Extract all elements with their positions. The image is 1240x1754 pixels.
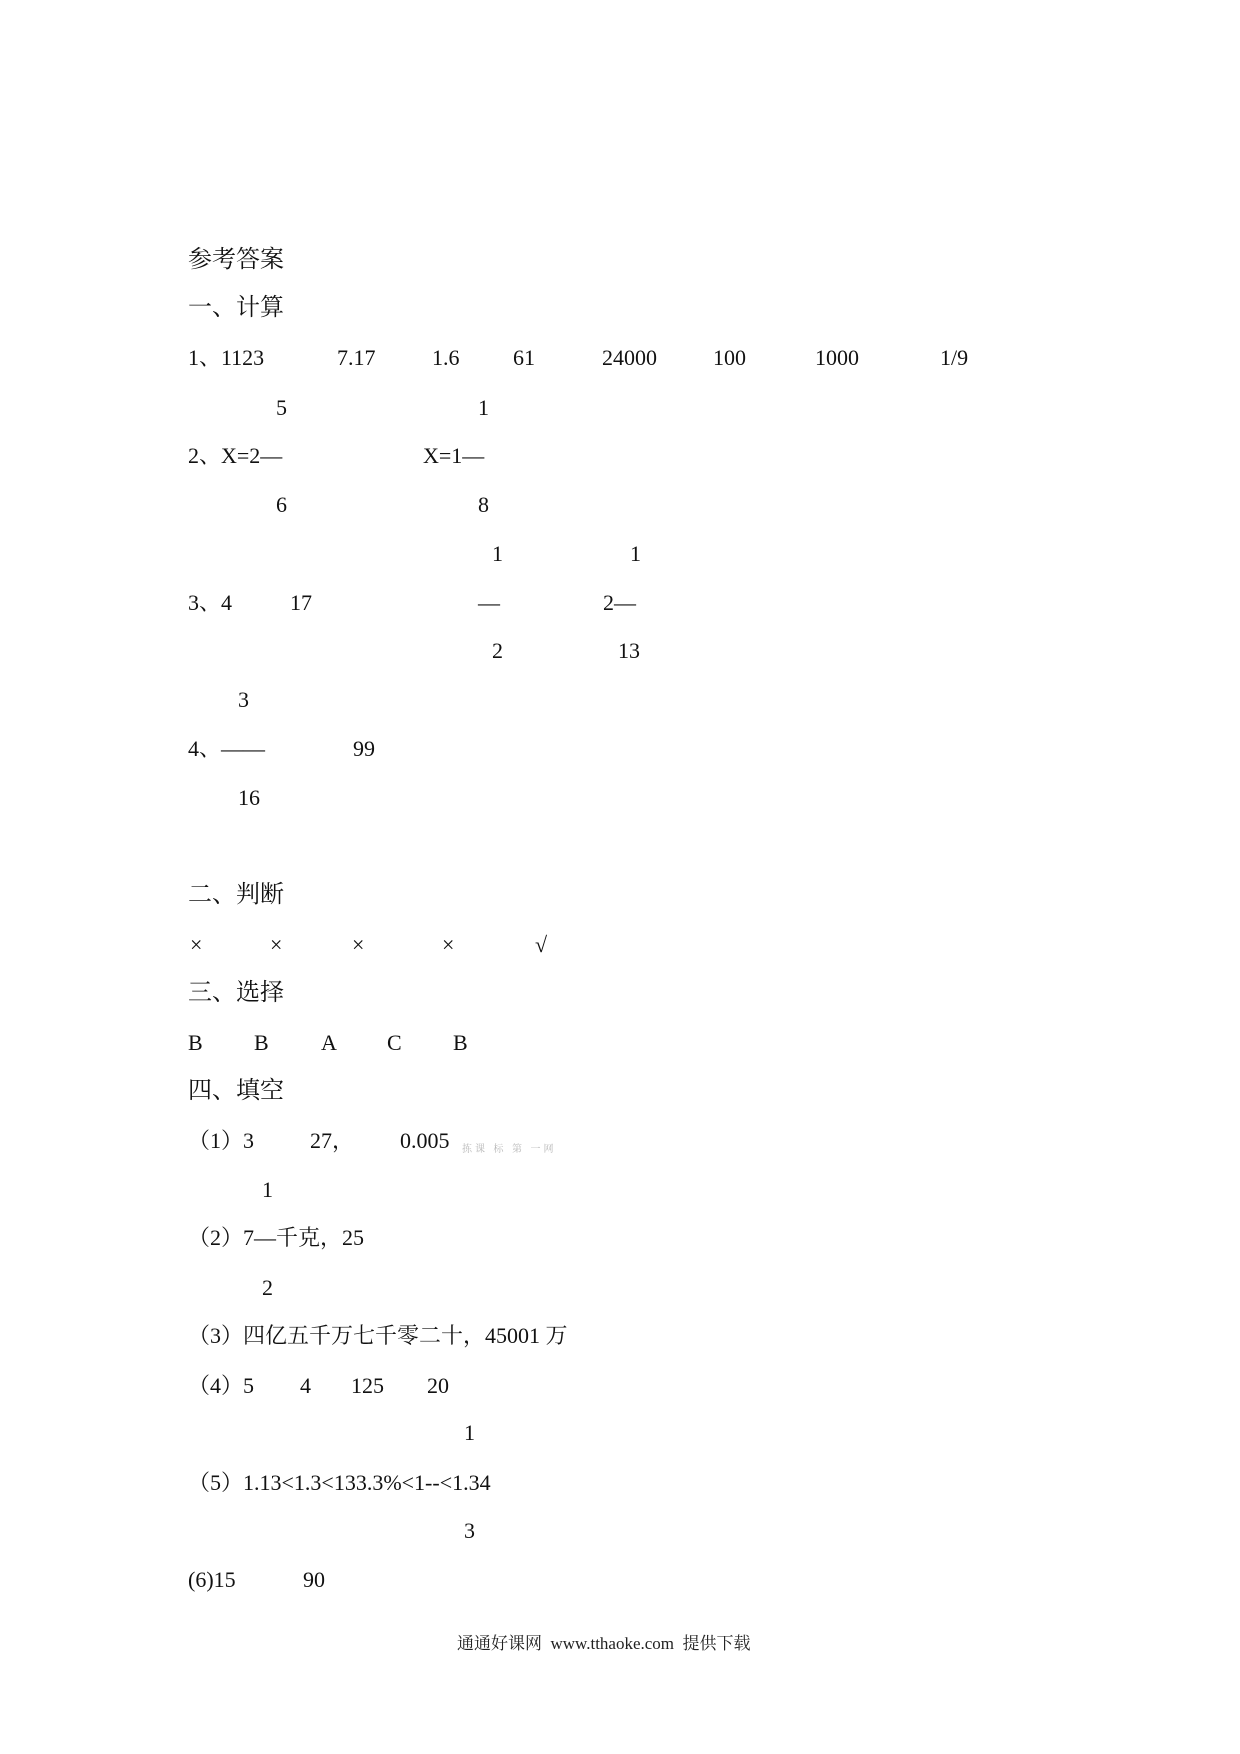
judge-mark: × bbox=[352, 932, 365, 957]
q1-label: 1、1123 bbox=[188, 345, 265, 370]
fill-2-text: （2）7—千克，25 bbox=[188, 1225, 365, 1250]
q4-value: 99 bbox=[353, 736, 375, 761]
fill-2-denominator: 2 bbox=[262, 1275, 273, 1300]
q3-f2-numerator: 1 bbox=[630, 541, 641, 566]
q3-f2-denominator: 13 bbox=[618, 638, 640, 663]
page-footer: 通通好课网 www.tthaoke.com 提供下载 bbox=[457, 1634, 751, 1653]
fill-6-value: 90 bbox=[303, 1567, 325, 1592]
fill-5-text: （5）1.13<1.3<133.3%<1--<1.34 bbox=[188, 1470, 491, 1495]
fill-4-label: （4）5 bbox=[188, 1373, 255, 1398]
q1-value: 1/9 bbox=[940, 345, 969, 370]
fill-1-value: 27， bbox=[310, 1128, 355, 1153]
q2-b-numerator: 1 bbox=[478, 395, 489, 420]
judge-mark: × bbox=[190, 932, 203, 957]
q2-a-denominator: 6 bbox=[276, 492, 287, 517]
q4-numerator: 3 bbox=[238, 687, 249, 712]
choice-answer: C bbox=[387, 1030, 402, 1055]
q1-value: 24000 bbox=[602, 345, 657, 370]
fill-6-label: (6)15 bbox=[188, 1567, 236, 1592]
q1-value: 1000 bbox=[815, 345, 859, 370]
fill-5-numerator: 1 bbox=[464, 1420, 475, 1445]
q3-value: 17 bbox=[290, 590, 312, 615]
q3-f1-denominator: 2 bbox=[492, 638, 503, 663]
fill-4-value: 20 bbox=[427, 1373, 449, 1398]
fill-2-numerator: 1 bbox=[262, 1177, 273, 1202]
fill-4-value: 4 bbox=[300, 1373, 311, 1398]
q4-denominator: 16 bbox=[238, 785, 260, 810]
q2-a-numerator: 5 bbox=[276, 395, 287, 420]
q1-value: 7.17 bbox=[337, 345, 376, 370]
q3-f1-bar: — bbox=[478, 590, 500, 615]
faint-watermark: 拣课 标 第 一网 bbox=[462, 1144, 557, 1155]
section-heading-calc: 一、计算 bbox=[188, 295, 284, 321]
q1-value: 1.6 bbox=[432, 345, 460, 370]
judge-mark: × bbox=[442, 932, 455, 957]
judge-mark: × bbox=[270, 932, 283, 957]
q3-label: 3、4 bbox=[188, 590, 233, 615]
q2-a-text: 2、X=2— bbox=[188, 443, 283, 468]
q3-f2-text: 2— bbox=[603, 590, 636, 615]
choice-answer: B bbox=[188, 1030, 203, 1055]
choice-answer: B bbox=[254, 1030, 269, 1055]
q3-f1-numerator: 1 bbox=[492, 541, 503, 566]
choice-answer: A bbox=[321, 1030, 337, 1055]
q2-b-text: X=1— bbox=[423, 443, 485, 468]
fill-3-text: （3）四亿五千万七千零二十，45001 万 bbox=[188, 1323, 568, 1348]
page-title: 参考答案 bbox=[188, 247, 284, 273]
section-heading-judge: 二、判断 bbox=[188, 882, 284, 908]
fill-5-denominator: 3 bbox=[464, 1518, 475, 1543]
judge-mark: √ bbox=[535, 932, 548, 957]
fill-1-label: （1）3 bbox=[188, 1128, 255, 1153]
q2-b-denominator: 8 bbox=[478, 492, 489, 517]
q1-value: 61 bbox=[513, 345, 535, 370]
fill-1-value: 0.005 bbox=[400, 1128, 450, 1153]
q4-text: 4、—— bbox=[188, 736, 266, 761]
section-heading-fill: 四、填空 bbox=[188, 1078, 284, 1104]
q1-value: 100 bbox=[713, 345, 746, 370]
section-heading-choice: 三、选择 bbox=[188, 980, 284, 1006]
fill-4-value: 125 bbox=[351, 1373, 384, 1398]
choice-answer: B bbox=[453, 1030, 468, 1055]
